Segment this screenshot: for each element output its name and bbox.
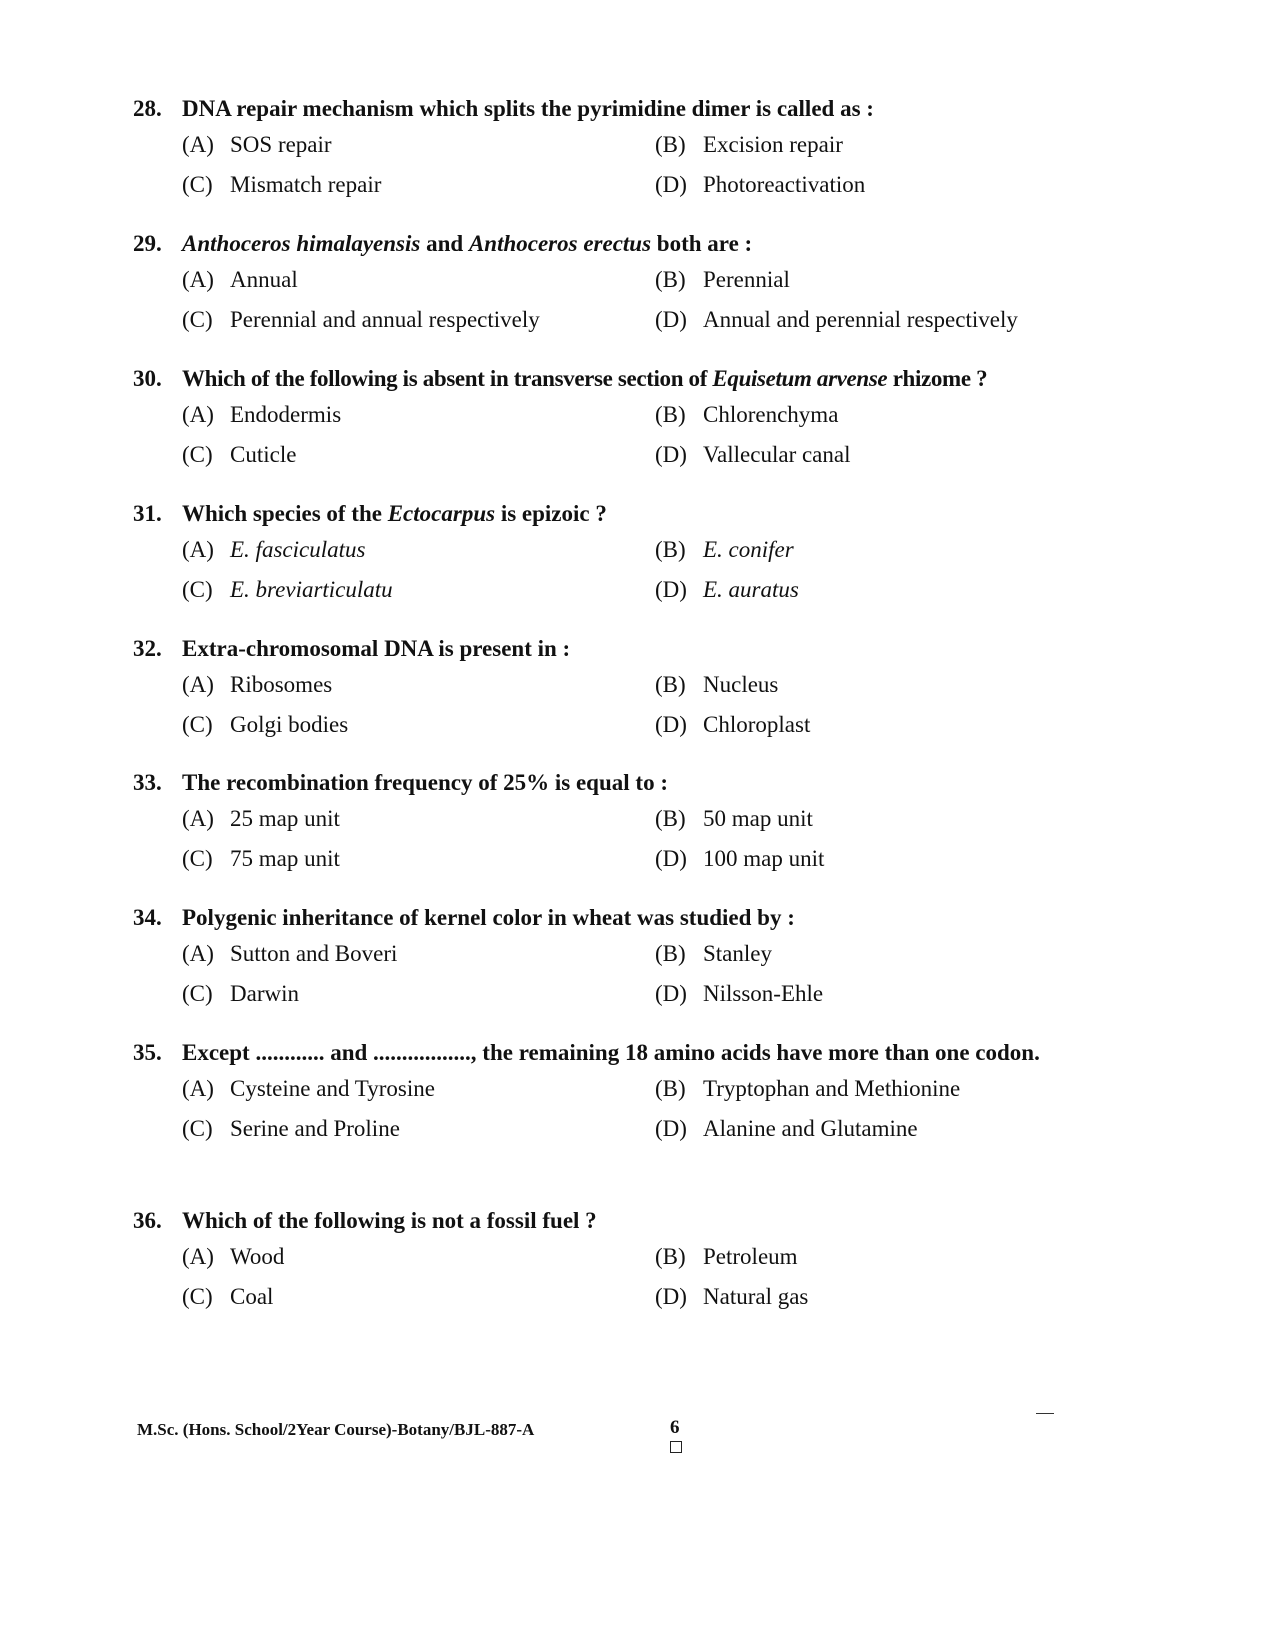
question-text: Which of the following is absent in transverse section of Equisetum arvense rhizome ? <box>182 366 988 391</box>
option-a[interactable]: (A) Cysteine and Tyrosine <box>182 1076 435 1101</box>
option-d[interactable]: (D) Natural gas <box>655 1284 809 1309</box>
option-c[interactable]: (C) Cuticle <box>182 442 297 467</box>
options <box>133 265 1083 347</box>
option-c[interactable]: (C) Golgi bodies <box>182 712 349 737</box>
page-number: 6 <box>670 1417 680 1438</box>
option-b[interactable]: (B) Petroleum <box>655 1244 798 1269</box>
question-text: Which species of the Ectocarpus is epizoic ? <box>182 501 607 526</box>
option-b[interactable]: (B) Stanley <box>655 941 772 966</box>
question-number: 28. <box>133 96 162 121</box>
option-c[interactable]: (C) E. breviarticulatu <box>182 577 393 602</box>
footer-course-code: M.Sc. (Hons. School/2Year Course)-Botany/BJL-887-A <box>137 1420 535 1439</box>
question-number: 36. <box>133 1208 162 1233</box>
option-a[interactable]: (A) E. fasciculatus <box>182 537 366 562</box>
option-a[interactable]: (A) Ribosomes <box>182 672 333 697</box>
option-b[interactable]: (B) 50 map unit <box>655 806 813 831</box>
footer-dash-mark <box>1036 1413 1054 1414</box>
options <box>133 535 1083 617</box>
option-d[interactable]: (D) Alanine and Glutamine <box>655 1116 918 1141</box>
option-a[interactable]: (A) Wood <box>182 1244 285 1269</box>
option-c[interactable]: (C) Coal <box>182 1284 274 1309</box>
option-a[interactable]: (A) Endodermis <box>182 402 342 427</box>
option-a[interactable]: (A) Sutton and Boveri <box>182 941 398 966</box>
option-d[interactable]: (D) Chloroplast <box>655 712 811 737</box>
options <box>133 804 1083 886</box>
option-b[interactable]: (B) Nucleus <box>655 672 779 697</box>
option-c[interactable]: (C) Perennial and annual respectively <box>182 307 540 332</box>
question-text: Polygenic inheritance of kernel color in wheat was studied by : <box>182 905 795 930</box>
option-b[interactable]: (B) Chlorenchyma <box>655 402 839 427</box>
option-d[interactable]: (D) Nilsson-Ehle <box>655 981 824 1006</box>
option-d[interactable]: (D) Annual and perennial respectively <box>655 307 1018 332</box>
question-number: 32. <box>133 636 162 661</box>
question-31 <box>133 497 1083 617</box>
option-a[interactable]: (A) Annual <box>182 267 298 292</box>
option-d[interactable]: (D) Vallecular canal <box>655 442 851 467</box>
option-a[interactable]: (A) 25 map unit <box>182 806 340 831</box>
question-number: 30. <box>133 366 162 391</box>
question-text: DNA repair mechanism which splits the pyrimidine dimer is called as : <box>182 96 874 121</box>
option-b[interactable]: (B) Perennial <box>655 267 790 292</box>
question-28 <box>133 92 1083 212</box>
option-b[interactable]: (B) Tryptophan and Methionine <box>655 1076 961 1101</box>
option-c[interactable]: (C) Serine and Proline <box>182 1116 400 1141</box>
question-35 <box>133 1036 1083 1156</box>
option-d[interactable]: (D) E. auratus <box>655 577 799 602</box>
question-text: Extra-chromosomal DNA is present in : <box>182 636 571 661</box>
option-b[interactable]: (B) Excision repair <box>655 132 843 157</box>
option-b[interactable]: (B) E. conifer <box>655 537 794 562</box>
question-text: The recombination frequency of 25% is equal to : <box>182 770 668 795</box>
question-text: Anthoceros himalayensis and Anthoceros erectus both are : <box>182 231 753 256</box>
question-29 <box>133 227 1083 347</box>
options <box>133 939 1083 1021</box>
question-number: 33. <box>133 770 162 795</box>
question-number: 31. <box>133 501 162 526</box>
question-number: 34. <box>133 905 162 930</box>
question-33 <box>133 766 1083 886</box>
question-36 <box>133 1204 1083 1324</box>
option-d[interactable]: (D) Photoreactivation <box>655 172 866 197</box>
question-number: 35. <box>133 1040 162 1065</box>
question-text: Which of the following is not a fossil fuel ? <box>182 1208 597 1233</box>
options <box>133 1074 1083 1156</box>
checkbox-square-icon <box>670 1441 682 1453</box>
options <box>133 400 1083 482</box>
question-32 <box>133 632 1083 752</box>
question-34 <box>133 901 1083 1021</box>
question-number: 29. <box>133 231 162 256</box>
option-c[interactable]: (C) Darwin <box>182 981 299 1006</box>
question-30 <box>133 362 1083 482</box>
options <box>133 130 1083 212</box>
option-c[interactable]: (C) 75 map unit <box>182 846 340 871</box>
question-text: Except ............ and ................., the remaining 18 amino acids have more than one codon. <box>182 1040 1040 1065</box>
option-a[interactable]: (A) SOS repair <box>182 132 332 157</box>
option-d[interactable]: (D) 100 map unit <box>655 846 825 871</box>
options <box>133 670 1083 752</box>
options <box>133 1242 1083 1324</box>
option-c[interactable]: (C) Mismatch repair <box>182 172 382 197</box>
